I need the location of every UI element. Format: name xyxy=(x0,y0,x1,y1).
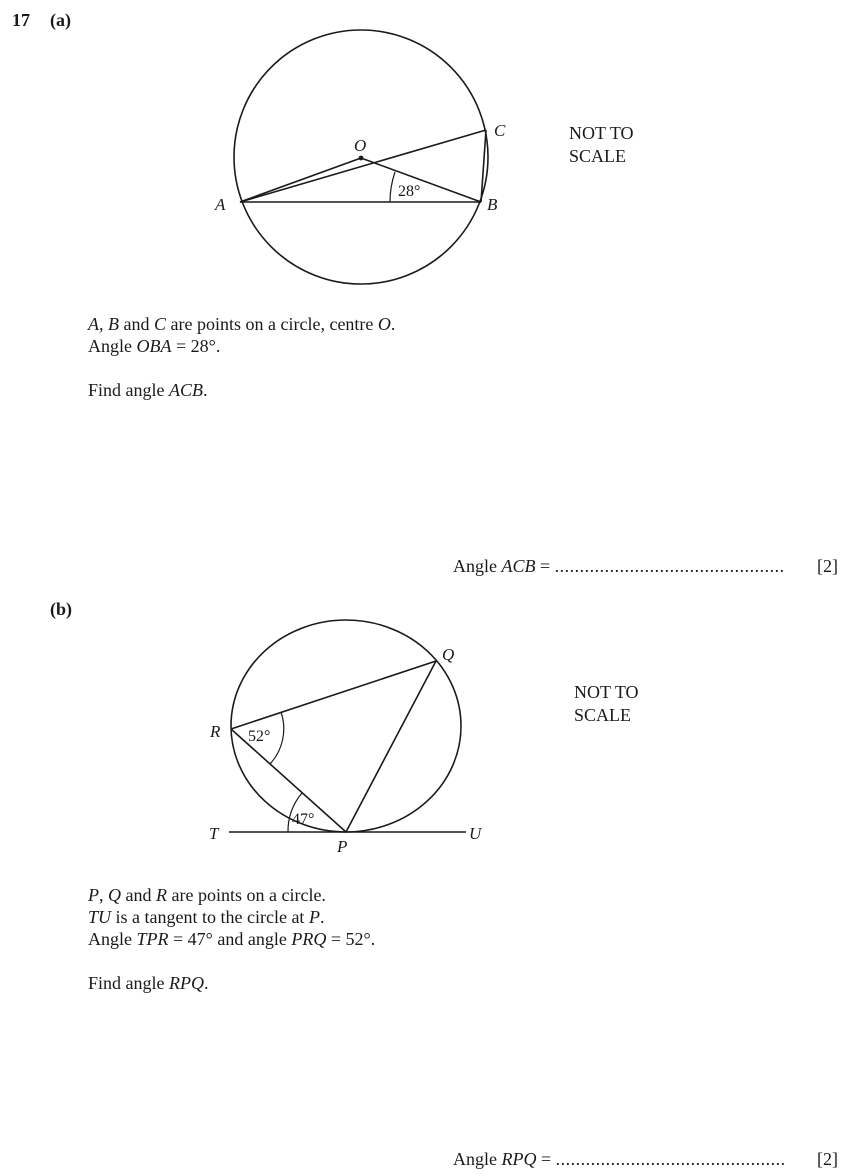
not-to-scale-b-line2: SCALE xyxy=(574,705,632,725)
txt: . xyxy=(203,380,208,400)
txt: and xyxy=(119,314,154,334)
part-a-line1 xyxy=(88,313,395,335)
txt: RPQ xyxy=(169,973,204,993)
angle-label-47: 47° xyxy=(292,811,315,828)
point-label-a: A xyxy=(215,195,226,214)
txt: are points on a circle, centre xyxy=(166,314,378,334)
txt: are points on a circle. xyxy=(167,885,326,905)
centre-dot xyxy=(359,156,364,161)
txt: O xyxy=(377,314,391,334)
part-a-text xyxy=(88,313,395,401)
diagram-a xyxy=(0,0,853,310)
txt: = 28°. xyxy=(171,336,221,356)
txt: Angle xyxy=(88,336,137,356)
part-a-find xyxy=(88,379,395,401)
point-label-r: R xyxy=(210,722,221,741)
answer-line-b xyxy=(453,1149,786,1170)
radius-ob xyxy=(361,158,481,202)
txt: R xyxy=(156,885,167,905)
point-label-b: B xyxy=(487,195,498,214)
txt: TU xyxy=(88,907,112,927)
txt: = 52°. xyxy=(326,929,376,949)
txt: , xyxy=(99,885,108,905)
radius-oa xyxy=(240,158,361,202)
not-to-scale-b-line1: NOT TO xyxy=(574,682,639,702)
point-label-t: T xyxy=(209,824,219,843)
marks-b: [2] xyxy=(817,1149,838,1169)
txt: P xyxy=(88,885,99,905)
answer-field-b[interactable]: .............................................. xyxy=(555,1149,786,1169)
question-number: 17 xyxy=(12,10,30,30)
txt: PRQ xyxy=(291,929,327,949)
diagram-b xyxy=(0,600,853,860)
txt: Q xyxy=(108,885,121,905)
txt: ACB xyxy=(501,556,536,576)
part-a-label: (a) xyxy=(50,10,71,30)
part-b-line3 xyxy=(88,928,375,950)
part-a-line2 xyxy=(88,335,395,357)
point-label-q: Q xyxy=(442,645,455,664)
txt: and xyxy=(121,885,156,905)
txt: . xyxy=(319,907,325,927)
txt: is a tangent to the circle at xyxy=(111,907,309,927)
circle-b xyxy=(231,620,461,832)
txt: = xyxy=(536,1149,556,1169)
part-b-text xyxy=(88,884,375,994)
txt: ACB xyxy=(169,380,203,400)
txt: P xyxy=(308,907,320,927)
txt: B xyxy=(108,314,119,334)
point-label-u: U xyxy=(469,824,482,843)
txt: . xyxy=(204,973,209,993)
answer-line-a xyxy=(453,556,785,577)
not-to-scale-a-line1: NOT TO xyxy=(569,123,634,143)
txt: , xyxy=(99,314,108,334)
txt: RPQ xyxy=(501,1149,537,1169)
not-to-scale-a-line2: SCALE xyxy=(569,146,627,166)
angle-arc-prq xyxy=(270,712,284,764)
txt: OBA xyxy=(136,336,172,356)
angle-label-28: 28° xyxy=(398,183,421,200)
part-b-label: (b) xyxy=(50,599,72,619)
point-label-o: O xyxy=(354,136,367,155)
part-b-line2 xyxy=(88,906,375,928)
txt: . xyxy=(390,314,396,334)
txt: A xyxy=(88,314,99,334)
txt: C xyxy=(154,314,167,334)
txt: Angle xyxy=(453,1149,502,1169)
point-label-p: P xyxy=(337,837,348,856)
txt: Angle xyxy=(88,929,137,949)
part-b-line1 xyxy=(88,884,375,906)
angle-arc-oba xyxy=(390,172,395,202)
txt: = xyxy=(535,556,555,576)
txt: = 47° and angle xyxy=(168,929,292,949)
txt: Angle xyxy=(453,556,502,576)
angle-label-52: 52° xyxy=(248,728,271,745)
txt: Find angle xyxy=(88,973,169,993)
txt: Find angle xyxy=(88,380,169,400)
point-label-c: C xyxy=(494,121,506,140)
answer-field-a[interactable]: .............................................. xyxy=(554,556,785,576)
txt: TPR xyxy=(136,929,169,949)
marks-a: [2] xyxy=(817,556,838,576)
part-b-find xyxy=(88,972,375,994)
